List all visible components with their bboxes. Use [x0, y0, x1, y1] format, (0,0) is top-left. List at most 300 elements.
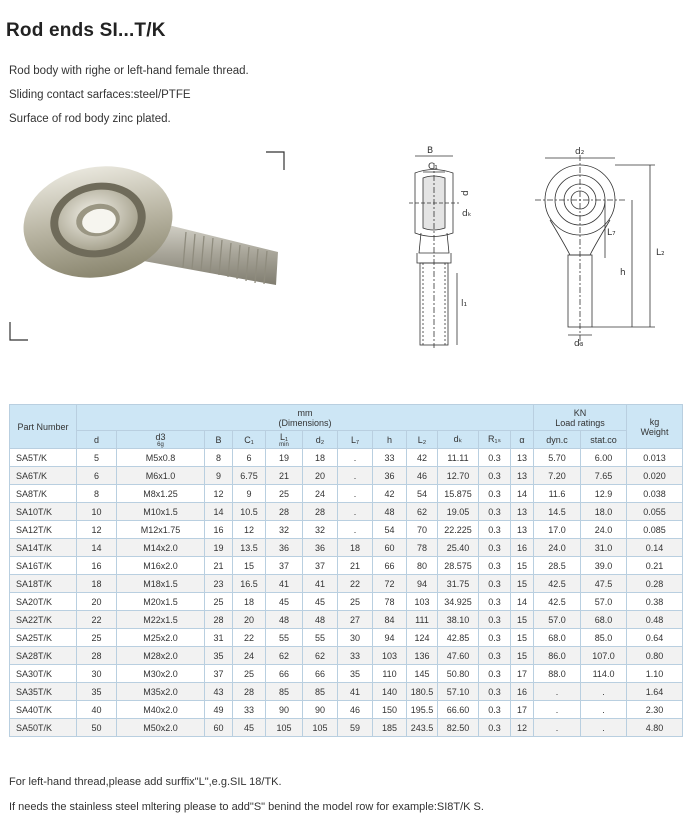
table-cell: 150 [373, 701, 407, 719]
table-cell: 14.5 [534, 503, 581, 521]
table-cell: 41 [303, 575, 338, 593]
table-cell: 25 [338, 593, 373, 611]
col-h: h [373, 431, 407, 449]
table-cell: 86.0 [534, 647, 581, 665]
table-cell: 60 [373, 539, 407, 557]
table-cell: 0.013 [627, 449, 683, 467]
table-cell: 0.3 [479, 539, 511, 557]
col-d2: d₂ [303, 431, 338, 449]
table-cell: 14 [77, 539, 117, 557]
note-stainless-steel: If needs the stainless steel mltering please to add"S" benind the model row for example:SI8T/K S. [9, 801, 484, 813]
table-cell: 21 [266, 467, 303, 485]
label-d: d [461, 190, 471, 196]
table-cell: 34.925 [438, 593, 479, 611]
table-cell: 124 [407, 629, 438, 647]
table-cell: 103 [373, 647, 407, 665]
table-cell: 105 [303, 719, 338, 737]
table-cell: 4.80 [627, 719, 683, 737]
table-cell: 25 [266, 485, 303, 503]
table-cell: 103 [407, 593, 438, 611]
table-cell: 22.225 [438, 521, 479, 539]
table-cell: 28 [233, 683, 266, 701]
table-cell: 25 [205, 593, 233, 611]
table-cell: 16 [511, 539, 534, 557]
table-cell: 28 [205, 611, 233, 629]
table-cell: 0.3 [479, 701, 511, 719]
table-cell: 22 [233, 629, 266, 647]
table-cell: 50.80 [438, 665, 479, 683]
table-cell: 8 [77, 485, 117, 503]
table-cell: 243.5 [407, 719, 438, 737]
table-cell: 70 [407, 521, 438, 539]
table-cell: 13 [511, 503, 534, 521]
table-cell: 2.30 [627, 701, 683, 719]
table-cell: 48 [266, 611, 303, 629]
table-cell: 68.0 [534, 629, 581, 647]
table-cell: 9 [233, 485, 266, 503]
table-cell: 13 [511, 467, 534, 485]
table-cell: 0.3 [479, 665, 511, 683]
table-cell: 21 [205, 557, 233, 575]
table-cell: 25 [233, 665, 266, 683]
table-cell: . [338, 503, 373, 521]
table-cell: 11.11 [438, 449, 479, 467]
col-R1s: R₁ₛ [479, 431, 511, 449]
table-cell: 37 [205, 665, 233, 683]
table-cell: . [338, 521, 373, 539]
table-cell: 12 [511, 719, 534, 737]
table-cell: 24.0 [534, 539, 581, 557]
table-cell: 45 [233, 719, 266, 737]
table-cell: 90 [303, 701, 338, 719]
table-cell: 180.5 [407, 683, 438, 701]
table-cell: 20 [303, 467, 338, 485]
col-B: B [205, 431, 233, 449]
table-cell: 24 [233, 647, 266, 665]
table-cell: 55 [303, 629, 338, 647]
table-cell: 33 [338, 647, 373, 665]
col-L2: L₂ [407, 431, 438, 449]
table-cell: M6x1.0 [117, 467, 205, 485]
table-cell: 84 [373, 611, 407, 629]
table-cell: 94 [373, 629, 407, 647]
table-cell: 0.21 [627, 557, 683, 575]
table-cell: 35 [205, 647, 233, 665]
table-cell: 18 [303, 449, 338, 467]
table-cell: 30 [338, 629, 373, 647]
table-cell: 0.3 [479, 611, 511, 629]
table-cell: 0.3 [479, 449, 511, 467]
table-cell: 62 [303, 647, 338, 665]
table-cell: 14 [511, 593, 534, 611]
table-cell: 16 [205, 521, 233, 539]
table-row [10, 575, 683, 593]
table-cell: 7.65 [581, 467, 627, 485]
table-cell: 0.3 [479, 683, 511, 701]
table-cell: M14x2.0 [117, 539, 205, 557]
front-view-drawing [520, 140, 680, 355]
table-cell: 22 [77, 611, 117, 629]
table-cell: 36 [266, 539, 303, 557]
table-cell: 54 [407, 485, 438, 503]
table-cell: 140 [373, 683, 407, 701]
table-cell: 0.020 [627, 467, 683, 485]
table-row [10, 611, 683, 629]
table-cell: 28 [303, 503, 338, 521]
table-cell: 32 [303, 521, 338, 539]
table-cell: 6 [77, 467, 117, 485]
table-cell: 48 [303, 611, 338, 629]
table-cell: 48 [373, 503, 407, 521]
table-cell: 45 [266, 593, 303, 611]
table-cell: 38.10 [438, 611, 479, 629]
table-cell: M30x2.0 [117, 665, 205, 683]
table-cell: 55 [266, 629, 303, 647]
table-cell: 1.64 [627, 683, 683, 701]
table-cell: 0.28 [627, 575, 683, 593]
part-number-cell: SA12T/K [10, 521, 77, 539]
table-cell: 13 [511, 521, 534, 539]
table-cell: M28x2.0 [117, 647, 205, 665]
table-cell: 6.75 [233, 467, 266, 485]
table-cell: . [581, 683, 627, 701]
label-dk: dₖ [462, 209, 472, 219]
table-cell: 90 [266, 701, 303, 719]
table-cell: 0.3 [479, 467, 511, 485]
table-cell: 62 [407, 503, 438, 521]
header-part-number: Part Number [10, 405, 77, 449]
table-cell: 1.10 [627, 665, 683, 683]
table-cell: 41 [266, 575, 303, 593]
table-cell: 27 [338, 611, 373, 629]
table-cell: 12 [233, 521, 266, 539]
table-cell: 0.055 [627, 503, 683, 521]
label-l1: l₁ [461, 299, 468, 309]
table-cell: 31.0 [581, 539, 627, 557]
table-cell: 50 [77, 719, 117, 737]
part-number-cell: SA25T/K [10, 629, 77, 647]
table-cell: 0.3 [479, 647, 511, 665]
label-L2: L₂ [656, 248, 665, 258]
table-cell: 78 [373, 593, 407, 611]
table-row [10, 503, 683, 521]
table-cell: 12.9 [581, 485, 627, 503]
part-number-cell: SA35T/K [10, 683, 77, 701]
table-cell: 35 [338, 665, 373, 683]
col-alpha: α [511, 431, 534, 449]
table-cell: . [338, 485, 373, 503]
table-row [10, 719, 683, 737]
table-cell: 28 [266, 503, 303, 521]
part-number-cell: SA22T/K [10, 611, 77, 629]
table-cell: 136 [407, 647, 438, 665]
part-number-cell: SA40T/K [10, 701, 77, 719]
table-cell: M5x0.8 [117, 449, 205, 467]
table-cell: M22x1.5 [117, 611, 205, 629]
table-cell: 0.38 [627, 593, 683, 611]
table-cell: 11.6 [534, 485, 581, 503]
table-cell: . [338, 467, 373, 485]
table-cell: 114.0 [581, 665, 627, 683]
table-cell: M16x2.0 [117, 557, 205, 575]
part-number-cell: SA8T/K [10, 485, 77, 503]
table-row [10, 467, 683, 485]
table-cell: M35x2.0 [117, 683, 205, 701]
table-cell: 31.75 [438, 575, 479, 593]
table-cell: 110 [373, 665, 407, 683]
table-cell: 15 [511, 557, 534, 575]
table-cell: 14 [205, 503, 233, 521]
table-cell: 42.85 [438, 629, 479, 647]
table-cell: 42.5 [534, 593, 581, 611]
part-number-cell: SA28T/K [10, 647, 77, 665]
table-cell: 0.48 [627, 611, 683, 629]
table-cell: 25.40 [438, 539, 479, 557]
table-cell: 195.5 [407, 701, 438, 719]
table-cell: 0.3 [479, 719, 511, 737]
table-row [10, 485, 683, 503]
table-row [10, 593, 683, 611]
table-cell: 85 [266, 683, 303, 701]
part-number-cell: SA6T/K [10, 467, 77, 485]
table-cell: 46 [338, 701, 373, 719]
table-cell: 0.3 [479, 629, 511, 647]
table-cell: 5 [77, 449, 117, 467]
table-cell: 28 [77, 647, 117, 665]
table-cell: 42 [373, 485, 407, 503]
table-row [10, 557, 683, 575]
specification-table [9, 404, 683, 737]
table-cell: . [581, 719, 627, 737]
table-cell: . [534, 719, 581, 737]
table-cell: 22 [338, 575, 373, 593]
label-L7: L₇ [607, 228, 616, 238]
table-cell: 15 [511, 647, 534, 665]
part-number-cell: SA30T/K [10, 665, 77, 683]
table-cell: 21 [338, 557, 373, 575]
table-cell: 16 [77, 557, 117, 575]
table-cell: . [534, 701, 581, 719]
table-cell: 16 [511, 683, 534, 701]
header-load-ratings: KN Load ratings [534, 405, 627, 431]
table-cell: 18.0 [581, 503, 627, 521]
table-cell: 80 [407, 557, 438, 575]
table-cell: 42.5 [534, 575, 581, 593]
table-cell: 185 [373, 719, 407, 737]
table-cell: 23 [205, 575, 233, 593]
label-d2: d₂ [575, 147, 585, 157]
table-cell: 85 [303, 683, 338, 701]
table-cell: 107.0 [581, 647, 627, 665]
table-cell: 47.60 [438, 647, 479, 665]
table-cell: 13 [511, 449, 534, 467]
table-cell: . [534, 683, 581, 701]
table-row [10, 629, 683, 647]
table-cell: 37 [266, 557, 303, 575]
table-cell: 82.50 [438, 719, 479, 737]
table-row [10, 665, 683, 683]
col-dk: dₖ [438, 431, 479, 449]
table-cell: 32 [266, 521, 303, 539]
table-cell: 68.0 [581, 611, 627, 629]
col-d3: d3 6g [117, 431, 205, 449]
table-cell: 57.0 [534, 611, 581, 629]
table-cell: M40x2.0 [117, 701, 205, 719]
table-cell: 15 [511, 611, 534, 629]
description-line: Surface of rod body zinc plated. [9, 113, 171, 125]
table-cell: 66 [303, 665, 338, 683]
table-cell: 40 [77, 701, 117, 719]
table-cell: 47.5 [581, 575, 627, 593]
table-cell: 14 [511, 485, 534, 503]
table-cell: 78 [407, 539, 438, 557]
table-cell: 12 [205, 485, 233, 503]
table-cell: 16.5 [233, 575, 266, 593]
table-cell: 0.3 [479, 557, 511, 575]
col-L1: L₁ min [266, 431, 303, 449]
note-left-hand-thread: For left-hand thread,please add surffix"L",e.g.SIL 18/TK. [9, 776, 282, 788]
label-C1: C₁ [428, 162, 438, 172]
table-cell: 17 [511, 701, 534, 719]
table-cell: 7.20 [534, 467, 581, 485]
table-cell: 0.3 [479, 485, 511, 503]
table-cell: 15 [233, 557, 266, 575]
table-row [10, 539, 683, 557]
table-cell: 59 [338, 719, 373, 737]
table-cell: 85.0 [581, 629, 627, 647]
part-number-cell: SA5T/K [10, 449, 77, 467]
page-title: Rod ends SI...T/K [6, 20, 166, 41]
table-cell: 33 [373, 449, 407, 467]
table-cell: 0.3 [479, 593, 511, 611]
table-cell: 28.5 [534, 557, 581, 575]
description-line: Rod body with righe or left-hand female thread. [9, 65, 249, 77]
table-cell: 42 [407, 449, 438, 467]
table-row [10, 521, 683, 539]
table-cell: 0.64 [627, 629, 683, 647]
table-cell: 9 [205, 467, 233, 485]
table-cell: 10.5 [233, 503, 266, 521]
table-cell: 0.80 [627, 647, 683, 665]
part-number-cell: SA14T/K [10, 539, 77, 557]
table-cell: 0.085 [627, 521, 683, 539]
table-cell: 12 [77, 521, 117, 539]
table-cell: 10 [77, 503, 117, 521]
table-cell: 19 [205, 539, 233, 557]
table-body [10, 449, 683, 737]
header-dimensions: mm (Dimensions) [77, 405, 534, 431]
table-cell: 18 [233, 593, 266, 611]
table-cell: 17 [511, 665, 534, 683]
side-view-drawing [395, 138, 495, 358]
part-number-cell: SA16T/K [10, 557, 77, 575]
table-cell: 25 [77, 629, 117, 647]
table-cell: 0.3 [479, 503, 511, 521]
table-cell: M8x1.25 [117, 485, 205, 503]
table-cell: 19 [266, 449, 303, 467]
table-cell: M25x2.0 [117, 629, 205, 647]
table-cell: 145 [407, 665, 438, 683]
col-stat: stat.co [581, 431, 627, 449]
table-cell: 18 [338, 539, 373, 557]
label-h: h [620, 268, 626, 278]
description-line: Sliding contact sarfaces:steel/PTFE [9, 89, 191, 101]
table-cell: 41 [338, 683, 373, 701]
rod-end-photo [8, 150, 293, 345]
table-cell: 37 [303, 557, 338, 575]
part-number-cell: SA10T/K [10, 503, 77, 521]
table-cell: 20 [77, 593, 117, 611]
table-cell: 49 [205, 701, 233, 719]
table-row [10, 647, 683, 665]
header-weight: kg Weight [627, 405, 683, 449]
col-C1: C₁ [233, 431, 266, 449]
table-cell: 43 [205, 683, 233, 701]
table-cell: 24.0 [581, 521, 627, 539]
table-cell: 66 [373, 557, 407, 575]
table-cell: 0.038 [627, 485, 683, 503]
table-cell: 8 [205, 449, 233, 467]
table-cell: . [581, 701, 627, 719]
table-cell: 36 [373, 467, 407, 485]
table-cell: 18 [77, 575, 117, 593]
label-d3: d₃ [574, 339, 584, 349]
table-cell: 33 [233, 701, 266, 719]
table-cell: M10x1.5 [117, 503, 205, 521]
table-cell: 66 [266, 665, 303, 683]
col-dyn: dyn.c [534, 431, 581, 449]
table-cell: 31 [205, 629, 233, 647]
table-cell: M20x1.5 [117, 593, 205, 611]
table-cell: 30 [77, 665, 117, 683]
col-L7: L₇ [338, 431, 373, 449]
table-cell: 6.00 [581, 449, 627, 467]
part-number-cell: SA20T/K [10, 593, 77, 611]
table-cell: 35 [77, 683, 117, 701]
table-cell: 15 [511, 629, 534, 647]
table-cell: 46 [407, 467, 438, 485]
col-d: d [77, 431, 117, 449]
table-cell: 28.575 [438, 557, 479, 575]
table-cell: M50x2.0 [117, 719, 205, 737]
table-cell: 17.0 [534, 521, 581, 539]
part-number-cell: SA50T/K [10, 719, 77, 737]
table-cell: 0.3 [479, 521, 511, 539]
table-cell: 12.70 [438, 467, 479, 485]
table-cell: 20 [233, 611, 266, 629]
table-cell: 72 [373, 575, 407, 593]
label-B: B [427, 146, 434, 156]
table-cell: 5.70 [534, 449, 581, 467]
table-cell: 0.3 [479, 575, 511, 593]
table-cell: 105 [266, 719, 303, 737]
table-cell: 57.10 [438, 683, 479, 701]
table-cell: 24 [303, 485, 338, 503]
table-cell: 66.60 [438, 701, 479, 719]
table-row [10, 701, 683, 719]
table-row [10, 449, 683, 467]
table-cell: M18x1.5 [117, 575, 205, 593]
table-row [10, 683, 683, 701]
table-cell: 19.05 [438, 503, 479, 521]
table-cell: M12x1.75 [117, 521, 205, 539]
table-cell: 45 [303, 593, 338, 611]
table-cell: 57.0 [581, 593, 627, 611]
table-cell: 15.875 [438, 485, 479, 503]
table-cell: 13.5 [233, 539, 266, 557]
table-cell: 111 [407, 611, 438, 629]
table-cell: 60 [205, 719, 233, 737]
